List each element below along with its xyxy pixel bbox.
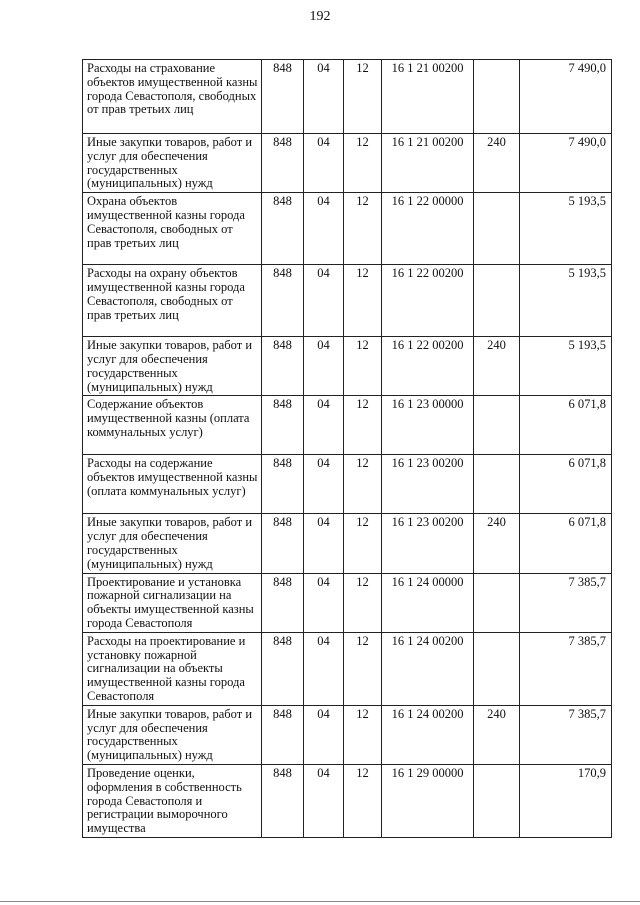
cell-name: Иные закупки товаров, работ и услуг для обеспечения государственных (муниципальных) нужд [83,705,262,764]
cell-name: Расходы на охрану объектов имущественной казны города Севастополя, свободных от прав третьих лиц [83,265,262,337]
cell-amount: 5 193,5 [520,193,612,265]
cell-subsection: 12 [344,337,382,396]
cell-target-article: 16 1 23 00200 [382,455,474,514]
cell-target-article: 16 1 22 00000 [382,193,474,265]
cell-expense-type [474,265,520,337]
cell-section: 04 [304,60,344,134]
cell-subsection: 12 [344,60,382,134]
cell-ministry: 848 [262,764,304,837]
cell-expense-type [474,573,520,632]
cell-ministry: 848 [262,632,304,705]
cell-expense-type: 240 [474,705,520,764]
cell-name: Иные закупки товаров, работ и услуг для обеспечения государственных (муниципальных) нужд [83,337,262,396]
cell-expense-type: 240 [474,337,520,396]
cell-ministry: 848 [262,396,304,455]
table-row [83,764,612,837]
cell-expense-type [474,193,520,265]
cell-subsection: 12 [344,632,382,705]
table-row [83,705,612,764]
page-number: 192 [309,9,331,24]
cell-expense-type [474,764,520,837]
table-row [83,265,612,337]
cell-target-article: 16 1 29 00000 [382,764,474,837]
cell-expense-type: 240 [474,134,520,193]
cell-target-article: 16 1 22 00200 [382,265,474,337]
budget-table [82,59,612,838]
table-row [83,60,612,134]
cell-subsection: 12 [344,134,382,193]
cell-amount: 6 071,8 [520,396,612,455]
cell-amount: 7 385,7 [520,632,612,705]
cell-amount: 7 385,7 [520,705,612,764]
cell-amount: 6 071,8 [520,514,612,573]
table-row [83,396,612,455]
cell-expense-type [474,632,520,705]
cell-name: Проведение оценки, оформления в собственность города Севастополя и регистрации выморочного имущества [83,764,262,837]
cell-subsection: 12 [344,764,382,837]
table-row [83,337,612,396]
cell-amount: 7 385,7 [520,573,612,632]
table-body [83,60,612,838]
page-bottom-edge [0,901,640,902]
cell-amount: 7 490,0 [520,60,612,134]
cell-expense-type: 240 [474,514,520,573]
table-row [83,193,612,265]
cell-ministry: 848 [262,60,304,134]
cell-section: 04 [304,573,344,632]
cell-ministry: 848 [262,573,304,632]
cell-target-article: 16 1 24 00000 [382,573,474,632]
cell-target-article: 16 1 23 00000 [382,396,474,455]
cell-ministry: 848 [262,337,304,396]
cell-ministry: 848 [262,514,304,573]
cell-amount: 170,9 [520,764,612,837]
cell-subsection: 12 [344,396,382,455]
cell-section: 04 [304,632,344,705]
cell-expense-type [474,396,520,455]
cell-ministry: 848 [262,134,304,193]
cell-section: 04 [304,396,344,455]
cell-expense-type [474,60,520,134]
cell-name: Иные закупки товаров, работ и услуг для обеспечения государственных (муниципальных) нужд [83,514,262,573]
cell-ministry: 848 [262,455,304,514]
cell-name: Расходы на страхование объектов имущественной казны города Севастополя, свободных от прав третьих лиц [83,60,262,134]
cell-section: 04 [304,705,344,764]
cell-section: 04 [304,337,344,396]
cell-name: Проектирование и установка пожарной сигнализации на объекты имущественной казны города Севастополя [83,573,262,632]
cell-target-article: 16 1 23 00200 [382,514,474,573]
cell-section: 04 [304,134,344,193]
cell-target-article: 16 1 21 00200 [382,60,474,134]
cell-section: 04 [304,193,344,265]
cell-target-article: 16 1 24 00200 [382,632,474,705]
table-row [83,632,612,705]
cell-section: 04 [304,455,344,514]
cell-expense-type [474,455,520,514]
cell-name: Содержание объектов имущественной казны (оплата коммунальных услуг) [83,396,262,455]
cell-subsection: 12 [344,573,382,632]
cell-section: 04 [304,265,344,337]
table-row [83,134,612,193]
cell-subsection: 12 [344,455,382,514]
cell-section: 04 [304,514,344,573]
cell-ministry: 848 [262,265,304,337]
cell-subsection: 12 [344,193,382,265]
cell-amount: 7 490,0 [520,134,612,193]
cell-target-article: 16 1 21 00200 [382,134,474,193]
cell-amount: 5 193,5 [520,337,612,396]
cell-section: 04 [304,764,344,837]
cell-ministry: 848 [262,193,304,265]
cell-name: Иные закупки товаров, работ и услуг для обеспечения государственных (муниципальных) нужд [83,134,262,193]
cell-target-article: 16 1 22 00200 [382,337,474,396]
cell-amount: 5 193,5 [520,265,612,337]
table-row [83,455,612,514]
cell-name: Расходы на проектирование и установку пожарной сигнализации на объекты имущественной казны города Севастополя [83,632,262,705]
cell-subsection: 12 [344,265,382,337]
table-row [83,573,612,632]
cell-subsection: 12 [344,514,382,573]
cell-amount: 6 071,8 [520,455,612,514]
cell-ministry: 848 [262,705,304,764]
cell-name: Охрана объектов имущественной казны города Севастополя, свободных от прав третьих лиц [83,193,262,265]
cell-target-article: 16 1 24 00200 [382,705,474,764]
cell-subsection: 12 [344,705,382,764]
table-row [83,514,612,573]
cell-name: Расходы на содержание объектов имущественной казны (оплата коммунальных услуг) [83,455,262,514]
